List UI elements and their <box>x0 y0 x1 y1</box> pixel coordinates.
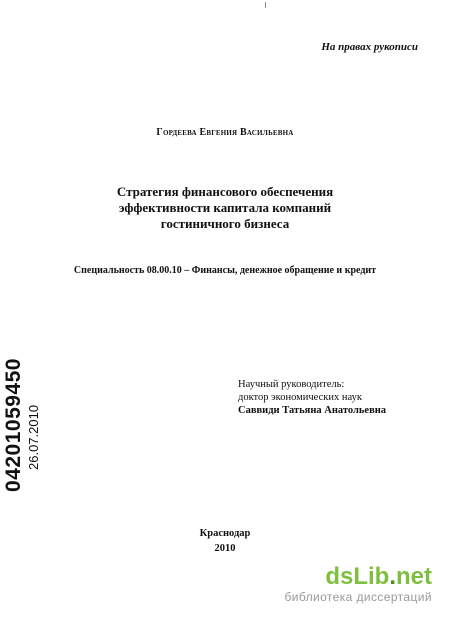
author-given-names: Евгения Васильевна <box>199 127 294 138</box>
thesis-title <box>0 184 450 232</box>
stamp-date: 26.07.2010 <box>26 404 41 470</box>
specialty-line: Специальность 08.00.10 – Финансы, денежное обращение и кредит <box>73 265 377 276</box>
logo-main: dsLib <box>325 563 390 590</box>
title-line: гостиничного бизнеса <box>160 216 290 231</box>
author-surname: Гордеева <box>156 127 197 138</box>
city: Краснодар <box>199 528 251 539</box>
dslib-watermark <box>285 564 433 605</box>
advisor-block <box>238 378 386 417</box>
advisor-label: Научный руководитель: <box>238 379 345 390</box>
title-line: Стратегия финансового обеспечения <box>116 184 334 199</box>
advisor-name: Саввиди Татьяна Анатольевна <box>238 405 387 416</box>
watermark-logo <box>285 564 433 590</box>
logo-dot: . <box>389 563 396 590</box>
advisor-degree: доктор экономических наук <box>238 392 362 403</box>
year: 2010 <box>214 543 236 554</box>
stamp-number: 04201059450 <box>2 358 25 492</box>
title-line: эффективности капитала компаний <box>118 200 332 215</box>
rights-note: На правах рукописи <box>321 41 418 53</box>
author-name <box>0 127 450 138</box>
scan-mark <box>265 2 266 8</box>
logo-tld: net <box>396 563 432 590</box>
city-year <box>0 526 450 556</box>
library-stamp <box>2 358 142 492</box>
watermark-subtitle: библиотека диссертаций <box>284 590 432 604</box>
